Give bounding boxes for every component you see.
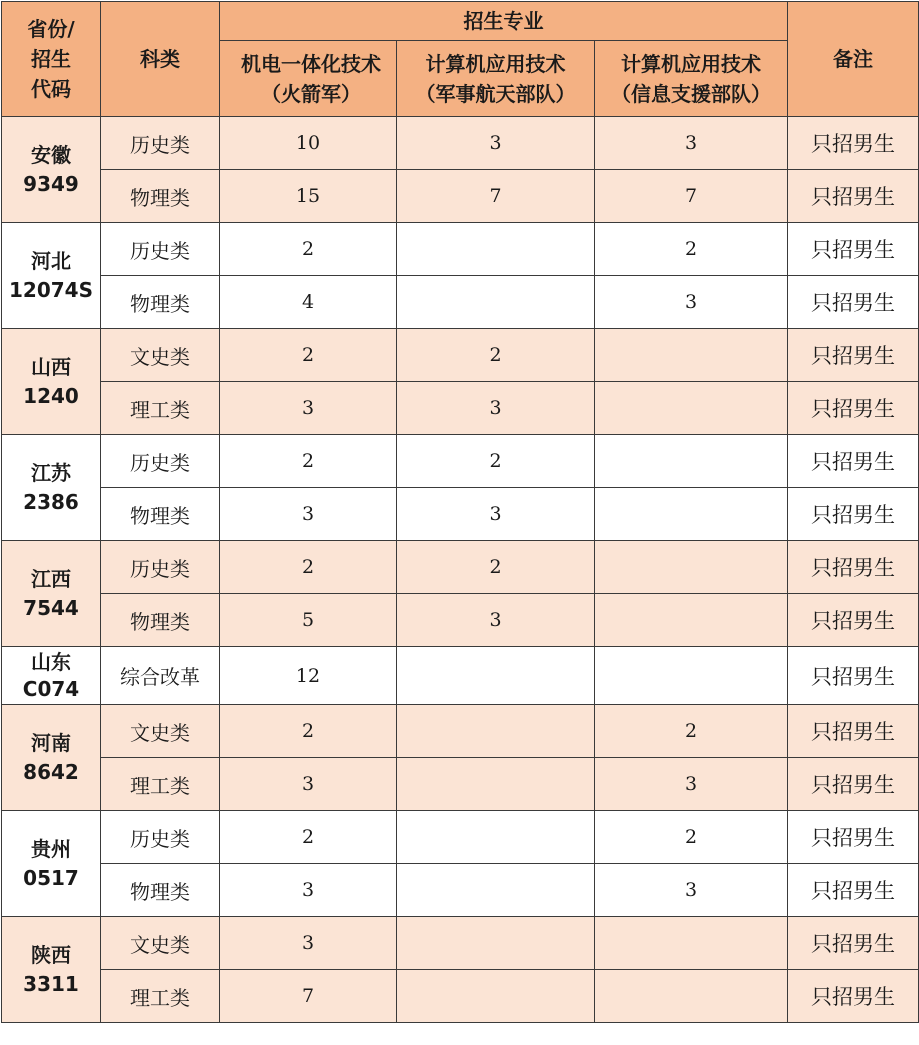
note-cell: 只招男生 <box>788 329 919 382</box>
table-row <box>2 970 919 1023</box>
quota-cell: 2 <box>595 811 788 864</box>
quota-cell <box>595 970 788 1023</box>
quota-cell <box>595 917 788 970</box>
quota-cell: 2 <box>220 811 397 864</box>
header-major-3-name: 计算机应用技术 <box>621 51 761 76</box>
quota-cell: 3 <box>595 864 788 917</box>
category-cell: 历史类 <box>101 811 220 864</box>
category-cell: 文史类 <box>101 705 220 758</box>
quota-cell: 3 <box>220 917 397 970</box>
quota-cell: 4 <box>220 276 397 329</box>
table-row <box>2 435 919 488</box>
category-cell: 历史类 <box>101 541 220 594</box>
note-cell: 只招男生 <box>788 488 919 541</box>
table-row <box>2 541 919 594</box>
province-group-hebei <box>2 223 919 329</box>
header-note: 备注 <box>788 2 919 117</box>
province-group-guizhou <box>2 811 919 917</box>
category-cell: 物理类 <box>101 864 220 917</box>
note-cell: 只招男生 <box>788 541 919 594</box>
quota-cell: 2 <box>397 541 595 594</box>
header-major-3-unit: （信息支援部队） <box>611 81 771 106</box>
province-cell <box>2 811 101 917</box>
header-province-code-line: 省份/ <box>27 17 75 41</box>
quota-cell: 7 <box>397 170 595 223</box>
province-group-jiangsu <box>2 435 919 541</box>
province-name: 山西 <box>31 354 71 379</box>
quota-cell <box>397 864 595 917</box>
province-name: 山东 <box>31 649 71 674</box>
category-cell: 综合改革 <box>101 647 220 705</box>
province-code: 8642 <box>23 759 79 784</box>
province-code: C074 <box>22 676 80 701</box>
province-name: 安徽 <box>31 142 71 167</box>
category-cell: 历史类 <box>101 117 220 170</box>
quota-cell: 7 <box>220 970 397 1023</box>
table-row <box>2 647 919 705</box>
province-group-anhui <box>2 117 919 223</box>
category-cell: 物理类 <box>101 170 220 223</box>
category-cell: 文史类 <box>101 917 220 970</box>
province-name: 河北 <box>31 248 71 273</box>
note-cell: 只招男生 <box>788 223 919 276</box>
quota-cell: 5 <box>220 594 397 647</box>
quota-cell: 7 <box>595 170 788 223</box>
province-name: 江苏 <box>31 460 71 485</box>
header-majors-group: 招生专业 <box>220 2 788 41</box>
note-cell: 只招男生 <box>788 170 919 223</box>
category-cell: 文史类 <box>101 329 220 382</box>
note-cell: 只招男生 <box>788 970 919 1023</box>
quota-cell <box>595 435 788 488</box>
quota-cell: 3 <box>595 117 788 170</box>
quota-cell <box>397 647 595 705</box>
header-major-3 <box>595 41 788 117</box>
province-cell <box>2 917 101 1023</box>
note-cell: 只招男生 <box>788 276 919 329</box>
quota-cell: 3 <box>397 488 595 541</box>
header-province-code <box>2 2 101 117</box>
category-cell: 历史类 <box>101 223 220 276</box>
province-name: 江西 <box>31 566 71 591</box>
province-code: 1240 <box>23 383 79 408</box>
quota-cell: 10 <box>220 117 397 170</box>
province-group-jiangxi <box>2 541 919 647</box>
province-name: 陕西 <box>31 942 71 967</box>
quota-cell <box>397 276 595 329</box>
quota-cell: 2 <box>220 435 397 488</box>
quota-cell <box>595 541 788 594</box>
note-cell: 只招男生 <box>788 117 919 170</box>
quota-cell <box>397 758 595 811</box>
quota-cell <box>595 647 788 705</box>
category-cell: 理工类 <box>101 382 220 435</box>
table-row <box>2 864 919 917</box>
header-major-1-unit: （火箭军） <box>261 81 361 106</box>
province-name: 贵州 <box>31 836 71 861</box>
header-major-2-name: 计算机应用技术 <box>425 51 566 76</box>
table-row <box>2 170 919 223</box>
note-cell: 只招男生 <box>788 758 919 811</box>
quota-cell: 2 <box>220 705 397 758</box>
quota-cell <box>595 382 788 435</box>
table-row <box>2 705 919 758</box>
table-row <box>2 811 919 864</box>
category-cell: 理工类 <box>101 970 220 1023</box>
quota-cell: 2 <box>220 223 397 276</box>
header-major-2 <box>397 41 595 117</box>
province-cell <box>2 329 101 435</box>
province-group-henan <box>2 705 919 811</box>
province-group-shandong <box>2 647 919 705</box>
quota-cell: 2 <box>397 329 595 382</box>
category-cell: 物理类 <box>101 276 220 329</box>
quota-cell: 12 <box>220 647 397 705</box>
quota-cell <box>397 970 595 1023</box>
header-category: 科类 <box>101 2 220 117</box>
category-cell: 历史类 <box>101 435 220 488</box>
quota-cell <box>397 811 595 864</box>
province-code: 7544 <box>23 595 79 620</box>
province-cell <box>2 435 101 541</box>
enrollment-table <box>1 1 919 1023</box>
province-code: 3311 <box>23 971 79 996</box>
quota-cell: 3 <box>220 864 397 917</box>
header-major-1-name: 机电一体化技术 <box>241 51 381 76</box>
quota-cell <box>397 705 595 758</box>
note-cell: 只招男生 <box>788 811 919 864</box>
province-code: 0517 <box>23 865 79 890</box>
table-row <box>2 917 919 970</box>
quota-cell: 3 <box>220 758 397 811</box>
header-major-1 <box>220 41 397 117</box>
quota-cell <box>595 329 788 382</box>
header-province-code-line: 招生 <box>31 47 71 71</box>
province-group-shanxi <box>2 329 919 435</box>
province-code: 2386 <box>23 489 79 514</box>
quota-cell <box>397 917 595 970</box>
note-cell: 只招男生 <box>788 917 919 970</box>
table-row <box>2 329 919 382</box>
table-row <box>2 488 919 541</box>
note-cell: 只招男生 <box>788 435 919 488</box>
quota-cell: 2 <box>595 705 788 758</box>
note-cell: 只招男生 <box>788 647 919 705</box>
header-major-2-unit: （军事航天部队） <box>415 81 576 106</box>
table-row <box>2 594 919 647</box>
province-name: 河南 <box>31 730 71 755</box>
quota-cell: 2 <box>220 541 397 594</box>
province-code: 12074S <box>9 277 93 302</box>
table-row <box>2 223 919 276</box>
quota-cell: 15 <box>220 170 397 223</box>
category-cell: 物理类 <box>101 594 220 647</box>
quota-cell <box>397 223 595 276</box>
table-header <box>2 2 919 117</box>
province-code: 9349 <box>23 171 79 196</box>
note-cell: 只招男生 <box>788 705 919 758</box>
province-group-shaanxi <box>2 917 919 1023</box>
quota-cell: 3 <box>220 382 397 435</box>
province-cell <box>2 647 101 705</box>
quota-cell <box>595 594 788 647</box>
category-cell: 理工类 <box>101 758 220 811</box>
quota-cell: 2 <box>397 435 595 488</box>
quota-cell <box>595 488 788 541</box>
note-cell: 只招男生 <box>788 864 919 917</box>
quota-cell: 3 <box>397 594 595 647</box>
note-cell: 只招男生 <box>788 594 919 647</box>
province-cell <box>2 117 101 223</box>
table-row <box>2 117 919 170</box>
header-province-code-line: 代码 <box>31 77 71 101</box>
table-row <box>2 758 919 811</box>
quota-cell: 3 <box>595 758 788 811</box>
quota-cell: 2 <box>595 223 788 276</box>
quota-cell: 3 <box>397 382 595 435</box>
table-row <box>2 382 919 435</box>
quota-cell: 3 <box>220 488 397 541</box>
table-row <box>2 276 919 329</box>
province-cell <box>2 705 101 811</box>
quota-cell: 2 <box>220 329 397 382</box>
category-cell: 物理类 <box>101 488 220 541</box>
quota-cell: 3 <box>397 117 595 170</box>
quota-cell: 3 <box>595 276 788 329</box>
note-cell: 只招男生 <box>788 382 919 435</box>
province-cell <box>2 223 101 329</box>
province-cell <box>2 541 101 647</box>
